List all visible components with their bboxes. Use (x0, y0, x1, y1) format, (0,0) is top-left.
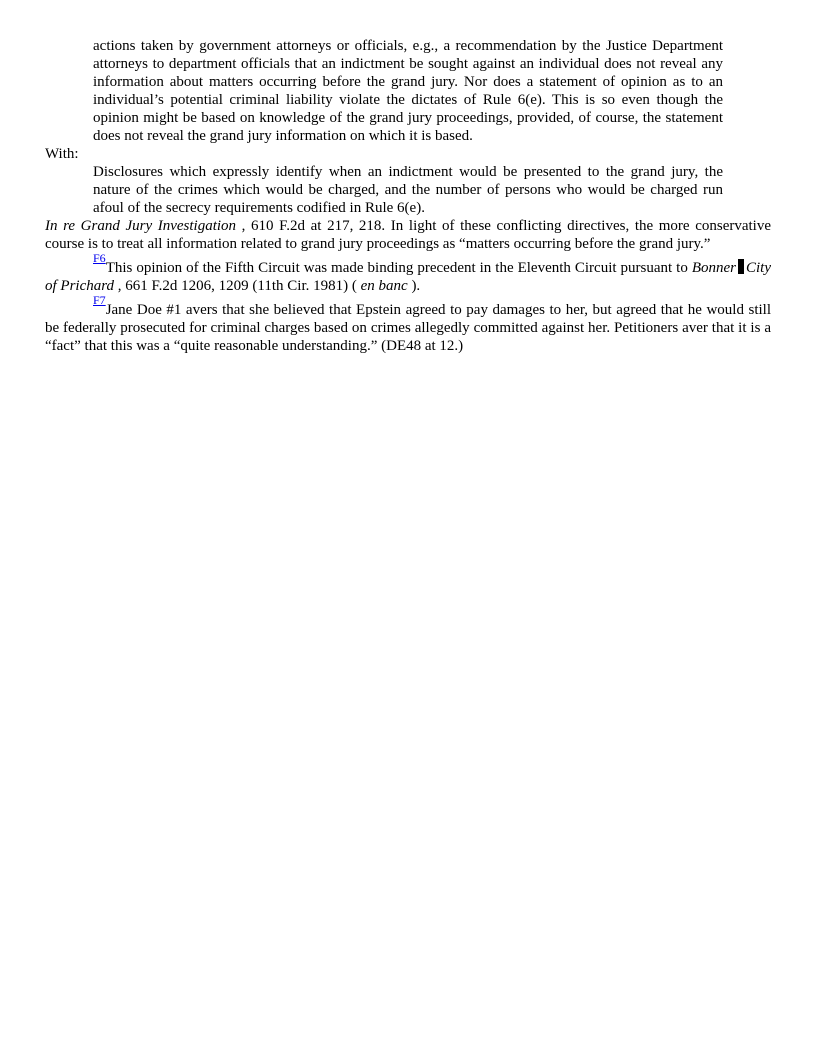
footnote-7-link[interactable]: F7 (93, 293, 106, 307)
footnote-6-case-a: Bonner (691, 260, 736, 276)
block-quote-2: Disclosures which expressly identify when an indictment would be presented to the grand jury, the nature of the crimes which would be charged, and the number of persons who would be charged run afoul of the secrecy requirements codified in Rule 6(e). (93, 164, 723, 216)
block-quote-1: actions taken by government attorneys or officials, e.g., a recommendation by the Justice Department attorneys to department officials that an indictment be sought against an individual does not reveal any information about matters occurring before the grand jury. Nor does a statement of opinion as to an individual’s potential criminal liability violate the dictates of Rule 6(e). This is so even though the opinion might be based on knowledge of the grand jury proceedings, provided, of course, the statement does not reveal the grand jury information on which it is based. (93, 38, 723, 144)
footnote-6-close: ). (407, 278, 421, 294)
footnote-6-en-banc: en banc (360, 278, 408, 294)
footnote-6-text: This opinion of the Fifth Circuit was made binding precedent in the Eleventh Circuit pursuant to (105, 260, 692, 276)
footnote-7 (45, 295, 771, 355)
citation-paragraph (45, 217, 771, 253)
redaction-block (738, 259, 744, 274)
footnote-6-cite: , 661 F.2d 1206, 1209 (11th Cir. 1981) ( (114, 278, 361, 294)
with-label: With: (45, 146, 79, 162)
footnote-6-link[interactable]: F6 (93, 251, 106, 265)
citation-text: , 610 F.2d at 217, 218. In light of these conflicting directives, the more conservative course is to treat all information related to grand jury proceedings as “matters occurring before the grand jury.” (45, 218, 771, 252)
document-page (45, 37, 771, 355)
footnote-7-text: Jane Doe #1 avers that she believed that Epstein agreed to pay damages to her, but agreed that he would still be federally prosecuted for criminal charges based on crimes allegedly committed against her. Petitioners aver that it is a “fact” that this was a “quite reasonable understanding.” (DE48 at 12.) (45, 302, 771, 354)
footnote-6-case-b: City of Prichard (45, 260, 771, 294)
case-name: In re Grand Jury Investigation (45, 218, 237, 234)
footnote-6 (45, 253, 771, 295)
